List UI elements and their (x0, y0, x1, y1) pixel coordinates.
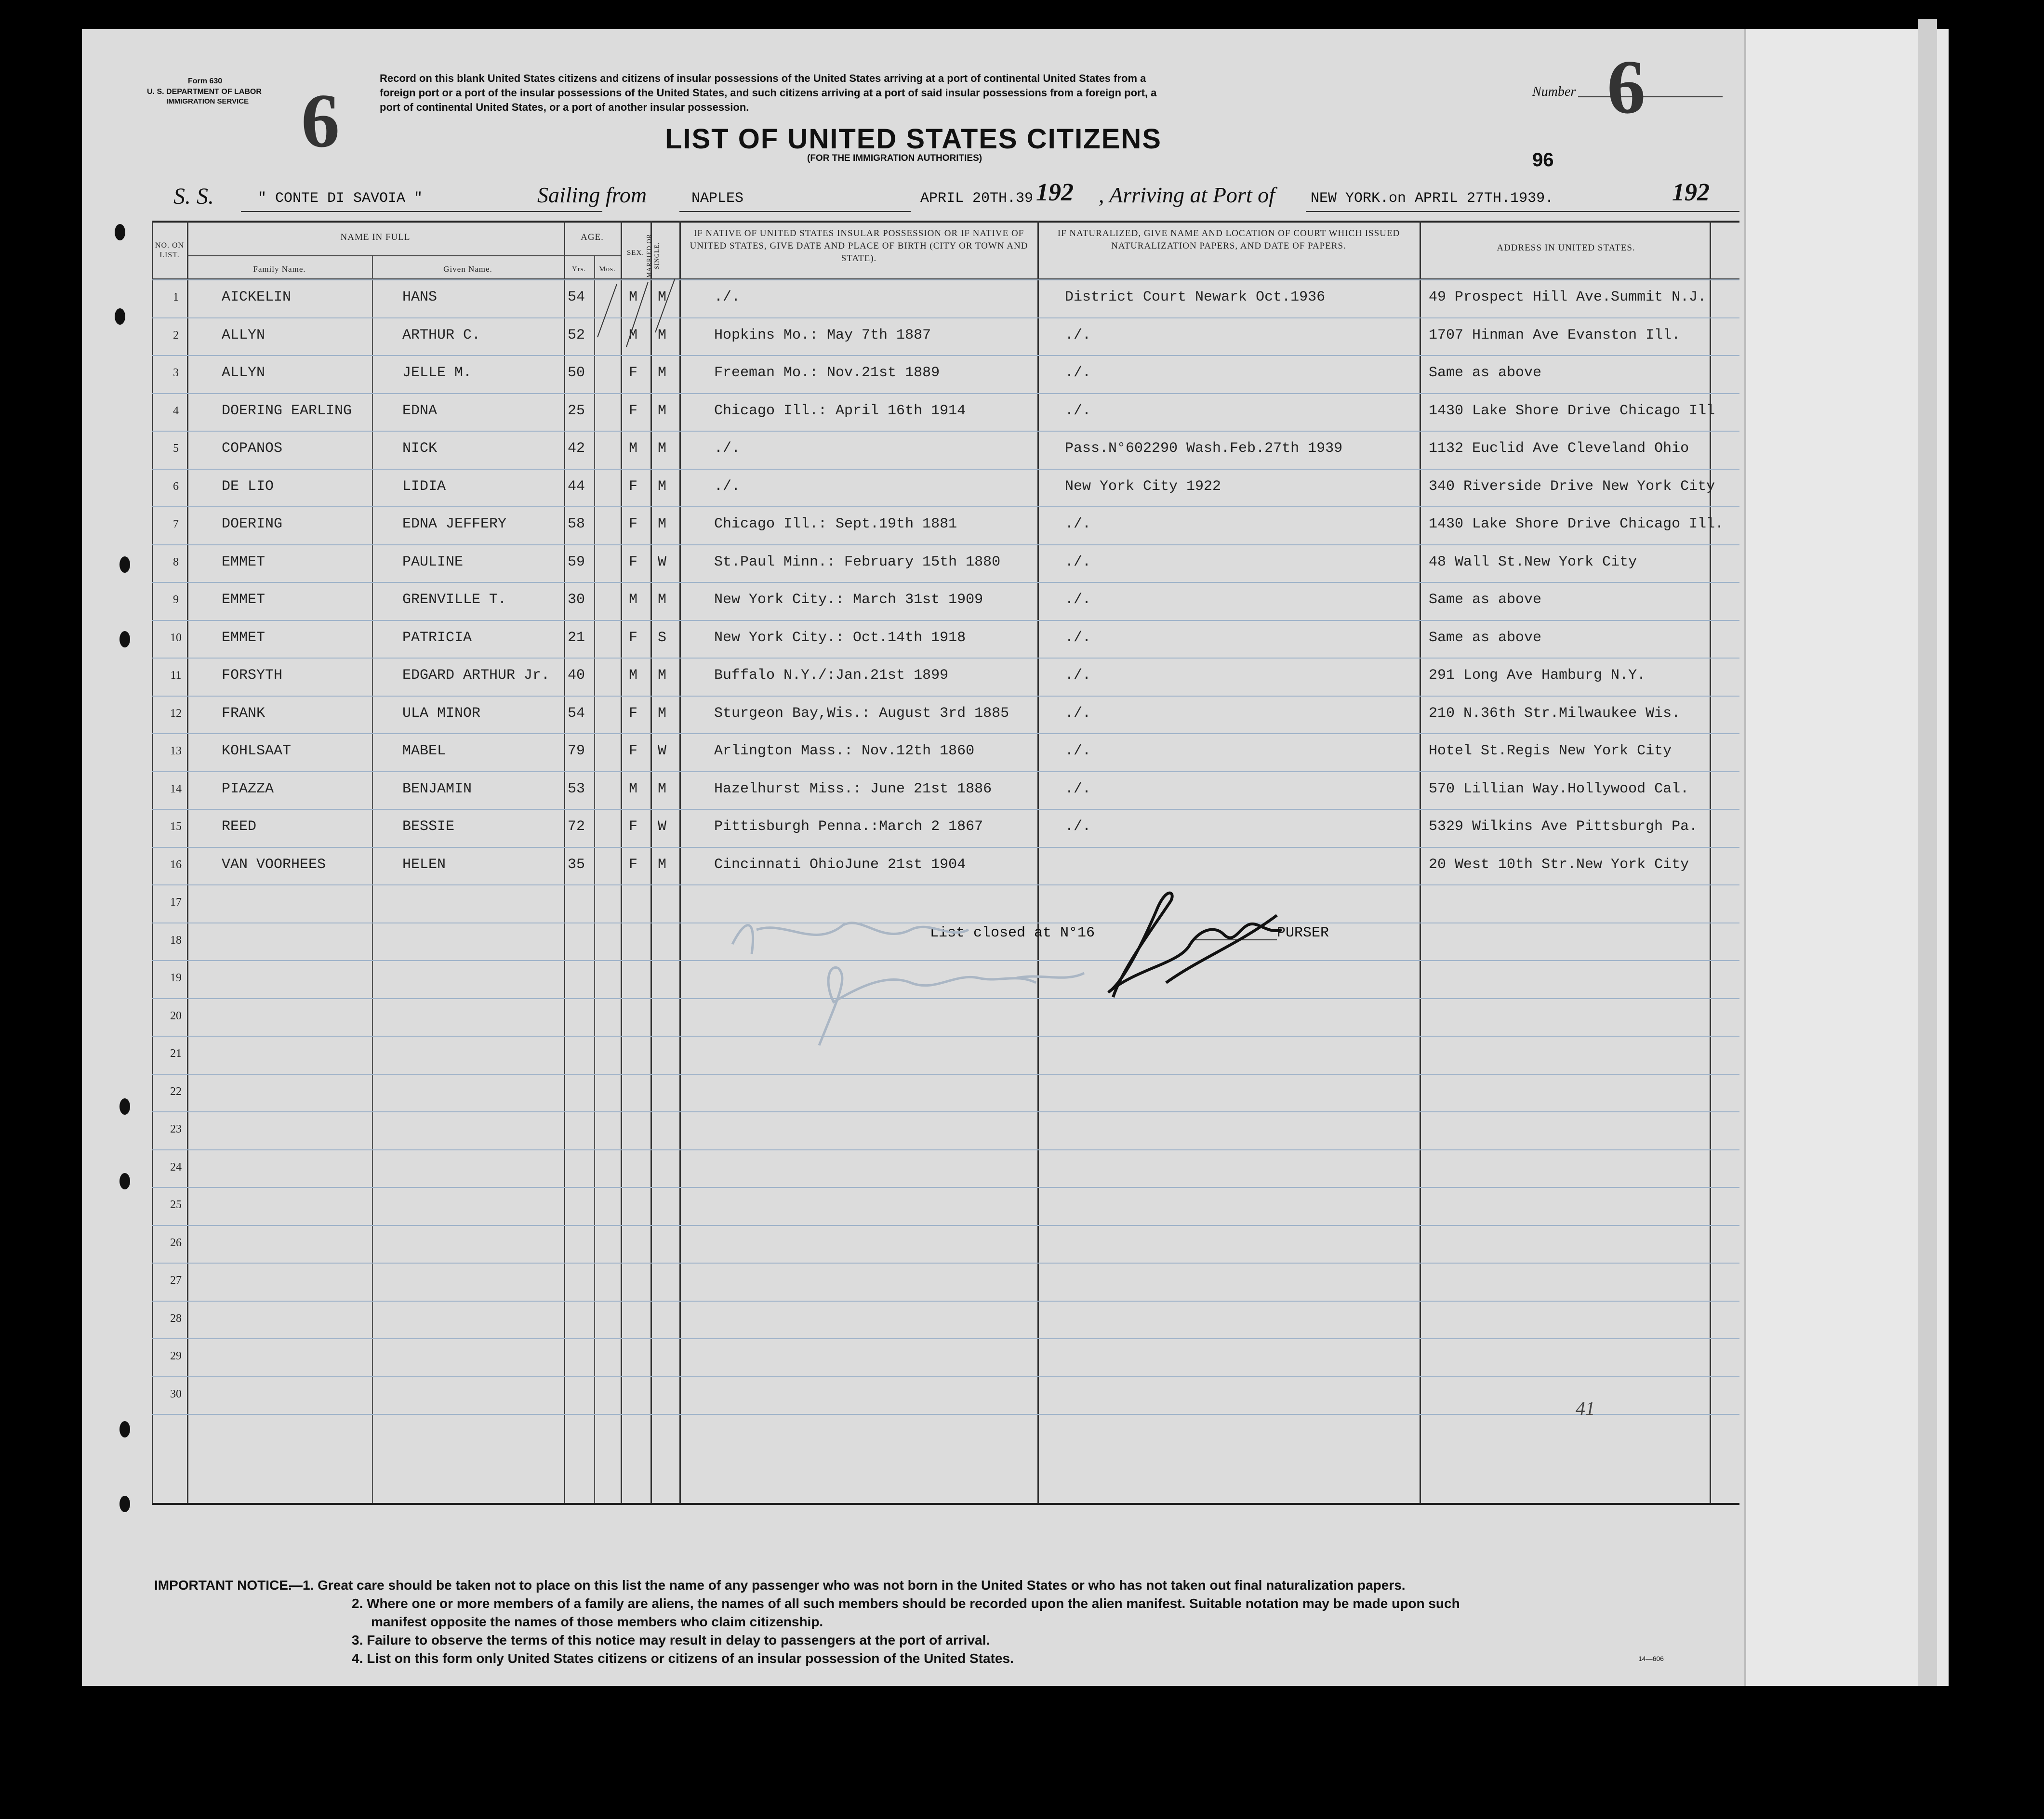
cell-ms: M (658, 440, 667, 457)
row-number: 2 (173, 329, 179, 342)
row-number: 5 (173, 442, 179, 455)
cell-address: 5329 Wilkins Ave Pittsburgh Pa. (1429, 818, 1698, 835)
cell-ms: M (658, 327, 667, 343)
instruction-line: Record on this blank United States citizens and citizens of insular possessions of the United States arriving at a port of continental United States from a (380, 72, 1146, 84)
row-number: 7 (173, 518, 179, 530)
cell-ms: M (658, 667, 667, 684)
cell-address: 340 Riverside Drive New York City (1429, 478, 1715, 495)
row-ruling (152, 847, 1739, 848)
row-ruling (152, 431, 1739, 432)
handwritten-inspector-mark (728, 901, 1089, 1060)
column-rule (1420, 221, 1421, 1503)
cell-naturalized: ./. (1065, 629, 1091, 646)
cell-age: 59 (568, 554, 585, 570)
purser-label: PURSER (1277, 925, 1329, 941)
page-subtitle: (FOR THE IMMIGRATION AUTHORITIES) (807, 153, 982, 163)
cell-address: Hotel St.Regis New York City (1429, 743, 1672, 759)
cell-age: 58 (568, 516, 585, 532)
cell-ms: M (658, 516, 667, 532)
row-number: 12 (170, 707, 182, 720)
cell-family: PIAZZA (222, 780, 274, 797)
cell-age: 53 (568, 780, 585, 797)
cell-address: Same as above (1429, 365, 1542, 381)
row-number: 27 (170, 1274, 182, 1287)
row-ruling (152, 355, 1739, 356)
row-ruling (152, 1111, 1739, 1112)
cell-birth: ./. (714, 440, 741, 457)
header-yrs: Yrs. (571, 265, 586, 273)
sailing-date: APRIL 20TH.39 (920, 190, 1034, 207)
header-no: NO. ON LIST. (155, 241, 185, 259)
cell-family: VAN VOORHEES (222, 856, 326, 873)
punch-hole (119, 1173, 130, 1189)
punch-hole (119, 1421, 130, 1437)
header-naturalized: IF NATURALIZED, GIVE NAME AND LOCATION OF COURT WHICH ISSUED NATURALIZATION PAPERS, AND DATE OF PAPERS. (1057, 228, 1400, 251)
cell-birth: ./. (714, 478, 741, 495)
cell-address: 48 Wall St.New York City (1429, 554, 1637, 570)
row-ruling (152, 1376, 1739, 1377)
cell-given: NICK (402, 440, 438, 457)
row-number: 9 (173, 593, 179, 606)
cell-given: EDGARD ARTHUR Jr. (402, 667, 550, 684)
row-number: 25 (170, 1199, 182, 1211)
cell-given: JELLE M. (402, 365, 472, 381)
arrival-port-date: NEW YORK.on APRIL 27TH.1939. (1311, 190, 1554, 207)
cell-given: EDNA JEFFERY (402, 516, 507, 532)
row-ruling (152, 1187, 1739, 1188)
cell-birth: Buffalo N.Y./:Jan.21st 1899 (714, 667, 949, 684)
punch-hole (119, 1496, 130, 1512)
cell-naturalized: ./. (1065, 554, 1091, 570)
row-ruling (152, 582, 1739, 583)
cell-ms: M (658, 402, 667, 419)
cell-ms: M (658, 780, 667, 797)
year-prefix: 192 (1036, 179, 1074, 206)
number-value: 6 (1607, 44, 1646, 130)
cell-naturalized: ./. (1065, 667, 1091, 684)
cell-sex: M (629, 327, 638, 343)
row-ruling (152, 469, 1739, 470)
cell-age: 30 (568, 592, 585, 608)
cell-family: DOERING EARLING (222, 402, 352, 419)
cell-family: ALLYN (222, 365, 265, 381)
cell-naturalized: District Court Newark Oct.1936 (1065, 289, 1326, 305)
table-bottom-border (152, 1503, 1739, 1505)
cell-naturalized: ./. (1065, 743, 1091, 759)
row-number: 14 (170, 782, 182, 795)
page-footer-mark: 41 (1576, 1397, 1595, 1419)
cell-sex: F (629, 856, 638, 873)
row-ruling (152, 544, 1739, 545)
instruction-line: foreign port or a port of the insular possessions of the United States, and such citizens arriving at a port of said insular possessions from a foreign port, a (380, 87, 1157, 99)
cell-birth: New York City.: Oct.14th 1918 (714, 629, 966, 646)
cell-sex: M (629, 667, 638, 684)
cell-sex: M (629, 440, 638, 457)
cell-naturalized: ./. (1065, 592, 1091, 608)
header-address: ADDRESS IN UNITED STATES. (1497, 243, 1635, 253)
cell-age: 72 (568, 818, 585, 835)
notice-item: 2. Where one or more members of a family are aliens, the names of all such members should be recorded upon the alien manifest. Suitable notation may be made upon such (352, 1596, 1460, 1611)
column-rule (679, 221, 681, 1503)
cell-sex: M (629, 592, 638, 608)
cell-address: 570 Lillian Way.Hollywood Cal. (1429, 780, 1689, 797)
cell-birth: St.Paul Minn.: February 15th 1880 (714, 554, 1001, 570)
notice-item: manifest opposite the names of those members who claim citizenship. (371, 1614, 823, 1629)
column-rule (372, 255, 373, 1503)
cell-address: 49 Prospect Hill Ave.Summit N.J. (1429, 289, 1707, 305)
row-ruling (152, 1074, 1739, 1075)
cell-naturalized: New York City 1922 (1065, 478, 1221, 495)
cell-ms: S (658, 629, 667, 646)
cell-age: 40 (568, 667, 585, 684)
punch-hole (119, 556, 130, 573)
cell-ms: M (658, 705, 667, 722)
cell-address: 210 N.36th Str.Milwaukee Wis. (1429, 705, 1681, 722)
list-closed-text: List closed at N°16 (930, 925, 1095, 941)
cell-birth: Freeman Mo.: Nov.21st 1889 (714, 365, 940, 381)
row-number: 11 (170, 669, 182, 682)
sailing-underline (679, 211, 911, 212)
number-underline (1578, 96, 1723, 97)
cell-family: EMMET (222, 629, 265, 646)
page-mark: 96 (1532, 149, 1554, 171)
cell-birth: Hazelhurst Miss.: June 21st 1886 (714, 780, 992, 797)
number-label: Number (1532, 84, 1576, 99)
row-ruling (152, 884, 1739, 885)
row-ruling (152, 1301, 1739, 1302)
cell-birth: Chicago Ill.: Sept.19th 1881 (714, 516, 957, 532)
cell-sex: F (629, 818, 638, 835)
cell-birth: Sturgeon Bay,Wis.: August 3rd 1885 (714, 705, 1009, 722)
row-number: 19 (170, 972, 182, 984)
sailing-port: NAPLES (691, 190, 744, 207)
cell-age: 42 (568, 440, 585, 457)
row-number: 16 (170, 858, 182, 871)
cell-family: DOERING (222, 516, 283, 532)
row-number: 3 (173, 367, 179, 379)
header-given-name: Given Name. (443, 264, 492, 274)
row-number: 21 (170, 1047, 182, 1060)
row-number: 17 (170, 896, 182, 909)
purser-signature (1094, 872, 1296, 1007)
arriving-label: , Arriving at Port of (1099, 183, 1275, 207)
cell-birth: Chicago Ill.: April 16th 1914 (714, 402, 966, 419)
cell-family: FORSYTH (222, 667, 283, 684)
table-top-border (152, 221, 1739, 223)
punch-hole (115, 308, 125, 325)
cell-given: LIDIA (402, 478, 446, 495)
row-ruling (152, 1263, 1739, 1264)
backing-sheet-edge (1918, 19, 1937, 1686)
cell-ms: M (658, 856, 667, 873)
cell-age: 52 (568, 327, 585, 343)
cell-address: 291 Long Ave Hamburg N.Y. (1429, 667, 1646, 684)
cell-sex: F (629, 705, 638, 722)
cell-age: 44 (568, 478, 585, 495)
cell-family: KOHLSAAT (222, 743, 292, 759)
cell-age: 50 (568, 365, 585, 381)
row-ruling (152, 1149, 1739, 1150)
cell-address: 1430 Lake Shore Drive Chicago Ill. (1429, 516, 1724, 532)
cell-given: HELEN (402, 856, 446, 873)
cell-family: COPANOS (222, 440, 283, 457)
cell-given: ARTHUR C. (402, 327, 481, 343)
cell-family: FRANK (222, 705, 265, 722)
punch-hole (119, 631, 130, 647)
cell-given: PAULINE (402, 554, 464, 570)
cell-sex: F (629, 629, 638, 646)
cell-naturalized: ./. (1065, 705, 1091, 722)
cell-ms: M (658, 289, 667, 305)
row-ruling (152, 658, 1739, 659)
page-title: LIST OF UNITED STATES CITIZENS (665, 123, 1162, 155)
row-ruling (152, 733, 1739, 734)
row-ruling (152, 506, 1739, 507)
cell-given: PATRICIA (402, 629, 472, 646)
row-number: 30 (170, 1387, 182, 1400)
cell-address: Same as above (1429, 629, 1542, 646)
cell-address: Same as above (1429, 592, 1542, 608)
row-ruling (152, 1414, 1739, 1415)
row-ruling (152, 771, 1739, 772)
row-number: 18 (170, 934, 182, 947)
cell-address: 1132 Euclid Ave Cleveland Ohio (1429, 440, 1689, 457)
cell-naturalized: Pass.N°602290 Wash.Feb.27th 1939 (1065, 440, 1343, 457)
notice-item: —1. Great care should be taken not to place on this list the name of any passenger who was not born in the United States or who has not taken out final naturalization papers. (289, 1578, 1406, 1593)
cell-birth: Pittisburgh Penna.:March 2 1867 (714, 818, 983, 835)
ship-name: " CONTE DI SAVOIA " (258, 190, 423, 207)
cell-given: BESSIE (402, 818, 455, 835)
cell-given: BENJAMIN (402, 780, 472, 797)
cell-naturalized: ./. (1065, 365, 1091, 381)
row-number: 8 (173, 555, 179, 568)
sailing-label: Sailing from (537, 183, 647, 207)
cell-sex: M (629, 289, 638, 305)
cell-age: 54 (568, 705, 585, 722)
cell-sex: F (629, 743, 638, 759)
year-prefix: 192 (1672, 179, 1710, 206)
row-number: 13 (170, 745, 182, 757)
cell-family: EMMET (222, 592, 265, 608)
row-number: 6 (173, 480, 179, 493)
cell-ms: W (658, 554, 667, 570)
checkmark-slashes (564, 279, 679, 568)
row-ruling (152, 1225, 1739, 1226)
header-subrule (564, 255, 621, 256)
header-name-in-full: NAME IN FULL (340, 232, 411, 242)
cell-given: HANS (402, 289, 438, 305)
cell-sex: F (629, 478, 638, 495)
ship-underline (241, 211, 602, 212)
row-number: 24 (170, 1160, 182, 1173)
row-number: 4 (173, 404, 179, 417)
cell-ms: W (658, 818, 667, 835)
cell-naturalized: ./. (1065, 402, 1091, 419)
row-number: 15 (170, 820, 182, 833)
row-number: 22 (170, 1085, 182, 1098)
cell-given: EDNA (402, 402, 438, 419)
header-married-single: MARRIED OR SINGLE. (645, 234, 660, 278)
notice-heading: IMPORTANT NOTICE. (154, 1578, 292, 1593)
print-code: 14—606 (1638, 1655, 1664, 1662)
cell-family: REED (222, 818, 257, 835)
notice-item: 4. List on this form only United States citizens or citizens of an insular possession of the United States. (352, 1651, 1014, 1666)
row-ruling (152, 317, 1739, 318)
cell-sex: F (629, 516, 638, 532)
instructions-block (380, 71, 1156, 115)
ss-label: S. S. (173, 184, 214, 209)
cell-ms: M (658, 478, 667, 495)
row-number: 10 (170, 631, 182, 644)
manifest-page (82, 29, 1744, 1686)
cell-given: MABEL (402, 743, 446, 759)
cell-sex: F (629, 554, 638, 570)
header-age: AGE. (581, 232, 604, 242)
header-mos: Mos. (599, 265, 616, 273)
instruction-line: port of continental United States, or a port of another insular possession. (380, 101, 749, 113)
row-number: 20 (170, 1009, 182, 1022)
cell-ms: W (658, 743, 667, 759)
cell-naturalized: ./. (1065, 516, 1091, 532)
cell-address: 20 West 10th Str.New York City (1429, 856, 1689, 873)
cell-ms: M (658, 592, 667, 608)
cell-naturalized: ./. (1065, 818, 1091, 835)
sheet-number: 6 (301, 78, 340, 163)
cell-ms: M (658, 365, 667, 381)
header-subrule (187, 255, 564, 256)
row-ruling (152, 809, 1739, 810)
form-number: Form 630 (188, 77, 223, 85)
notice-item: 3. Failure to observe the terms of this notice may result in delay to passengers at the port of arrival. (352, 1633, 990, 1648)
department-label: U. S. DEPARTMENT OF LABOR (147, 88, 262, 96)
row-ruling (152, 279, 1739, 280)
row-ruling (152, 620, 1739, 621)
cell-birth: Hopkins Mo.: May 7th 1887 (714, 327, 931, 343)
row-ruling (152, 393, 1739, 394)
column-rule (1037, 221, 1039, 1503)
service-label: IMMIGRATION SERVICE (166, 97, 249, 105)
cell-given: ULA MINOR (402, 705, 481, 722)
row-ruling (152, 1338, 1739, 1339)
punch-hole (119, 1098, 130, 1115)
cell-birth: Arlington Mass.: Nov.12th 1860 (714, 743, 975, 759)
cell-naturalized: ./. (1065, 327, 1091, 343)
cell-age: 54 (568, 289, 585, 305)
header-family-name: Family Name. (253, 264, 306, 274)
column-rule (152, 221, 153, 1503)
row-ruling (152, 696, 1739, 697)
cell-birth: ./. (714, 289, 741, 305)
row-number: 26 (170, 1236, 182, 1249)
row-number: 1 (173, 291, 179, 303)
cell-sex: M (629, 780, 638, 797)
cell-family: ALLYN (222, 327, 265, 343)
cell-given: GRENVILLE T. (402, 592, 507, 608)
cell-age: 35 (568, 856, 585, 873)
cell-age: 79 (568, 743, 585, 759)
cell-sex: F (629, 365, 638, 381)
punch-hole (115, 224, 125, 240)
cell-family: DE LIO (222, 478, 274, 495)
cell-address: 1707 Hinman Ave Evanston Ill. (1429, 327, 1681, 343)
header-sex: SEX. (626, 249, 645, 257)
cell-sex: F (629, 402, 638, 419)
cell-family: EMMET (222, 554, 265, 570)
arrival-underline (1306, 211, 1739, 212)
row-number: 28 (170, 1312, 182, 1325)
cell-age: 25 (568, 402, 585, 419)
row-number: 29 (170, 1350, 182, 1362)
cell-birth: New York City.: March 31st 1909 (714, 592, 983, 608)
header-birth: IF NATIVE OF UNITED STATES INSULAR POSSESSION OR IF NATIVE OF UNITED STATES, GIVE DATE AND PLACE OF BIRTH (CITY OR TOWN AND STATE). (690, 228, 1028, 264)
cell-family: AICKELIN (222, 289, 292, 305)
cell-naturalized: ./. (1065, 780, 1091, 797)
row-number: 23 (170, 1123, 182, 1135)
cell-address: 1430 Lake Shore Drive Chicago Ill (1429, 402, 1715, 419)
cell-age: 21 (568, 629, 585, 646)
cell-birth: Cincinnati OhioJune 21st 1904 (714, 856, 966, 873)
